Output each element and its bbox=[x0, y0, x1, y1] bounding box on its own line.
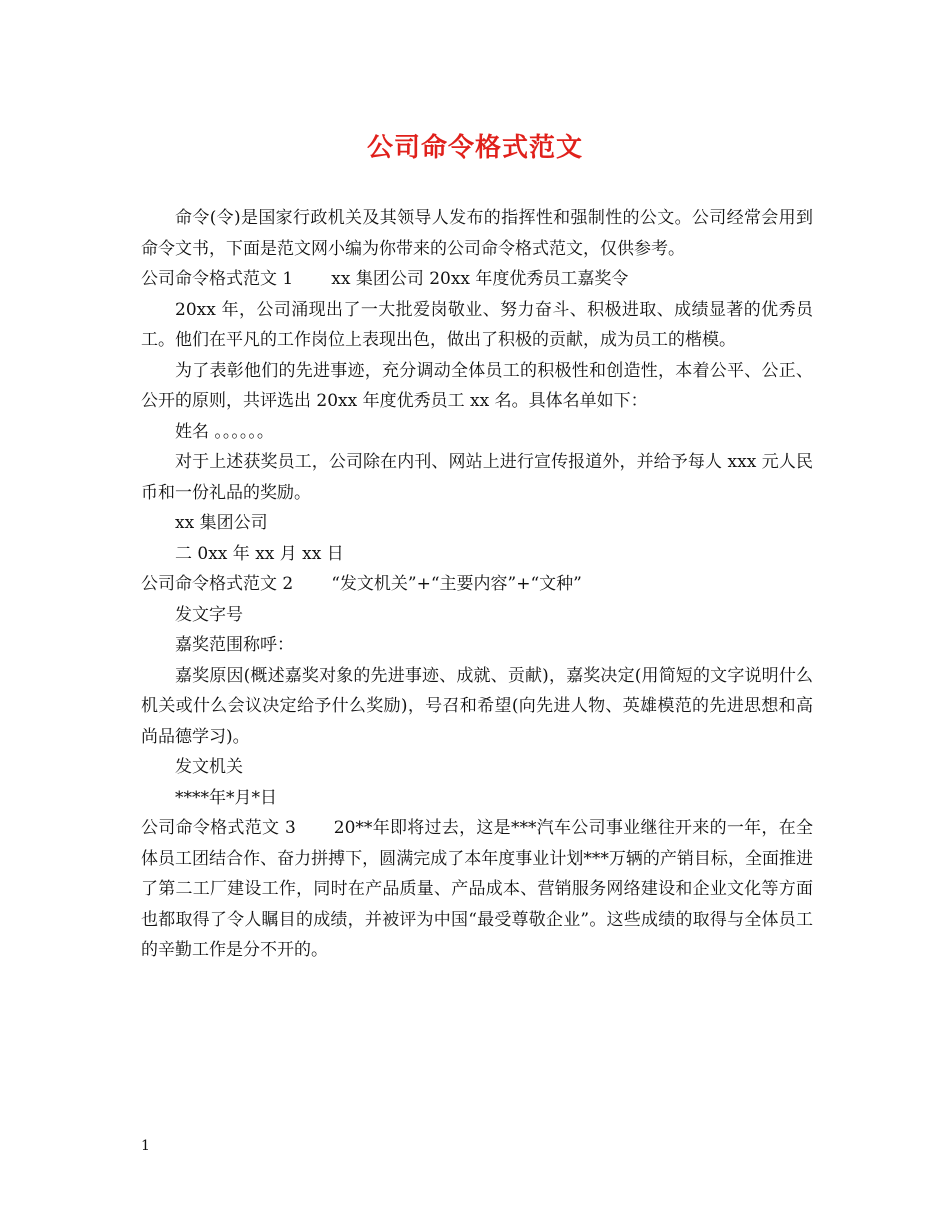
page-number: 1 bbox=[141, 1138, 150, 1154]
sample1-paragraph-1: 20xx 年，公司涌现出了一大批爱岗敬业、努力奋斗、积极进取、成绩显著的优秀员工。他们在平凡的工作岗位上表现出色，做出了积极的贡献，成为员工的楷模。 bbox=[141, 299, 813, 350]
intro-paragraph: 命令(令)是国家行政机关及其领导人发布的指挥性和强制性的公文。公司经常会用到命令文书，下面是范文网小编为你带来的公司命令格式范文，仅供参考。 bbox=[141, 208, 813, 259]
sample1-heading: xx 集团公司 20xx 年度优秀员工嘉奖令 bbox=[331, 269, 629, 289]
sample3-text: 20**年即将过去，这是***汽车公司事业继往开来的一年，在全体员工团结合作、奋力拼搏下，圆满完成了本年度事业计划***万辆的产销目标，全面推进了第二工厂建设工作，同时在产品质量、产品成本、营销服务网络建设和企业文化等方面也都取得了令人瞩目的成绩，并被评为中国“最受尊敬企业”。这些成绩的取得与全体员工的辛勤工作是分不开的。 bbox=[141, 818, 813, 960]
sample2-signature: 发文机关 bbox=[175, 757, 243, 777]
sample1-label: 公司命令格式范文 1 bbox=[141, 269, 294, 289]
sample2-date: ****年*月*日 bbox=[175, 787, 277, 808]
sample2-paragraph: 嘉奖原因(概述嘉奖对象的先进事迹、成就、贡献)，嘉奖决定(用简短的文字说明什么机关或什么会议决定给予什么奖励)，号召和希望(向先进人物、英雄模范的先进思想和高尚品德学习)。 bbox=[141, 665, 813, 747]
sample2-heading-row bbox=[141, 569, 813, 600]
sample2-heading: “发文机关”+“主要内容”+“文种” bbox=[331, 574, 582, 594]
sample2-line-2: 嘉奖范围称呼： bbox=[175, 635, 294, 655]
sample2-line-1: 发文字号 bbox=[175, 604, 243, 625]
document-body bbox=[141, 203, 813, 966]
sample1-names: 姓名 。。。。。。 bbox=[175, 421, 274, 442]
sample1-paragraph-2: 为了表彰他们的先进事迹，充分调动全体员工的积极性和创造性，本着公平、公正、公开的原则，共评选出 20xx 年度优秀员工 xx 名。具体名单如下： bbox=[141, 360, 813, 411]
sample3-paragraph bbox=[141, 813, 813, 966]
sample1-date: 二 0xx 年 xx 月 xx 日 bbox=[175, 543, 344, 564]
sample1-heading-row bbox=[141, 264, 813, 295]
sample1-paragraph-3: 对于上述获奖员工，公司除在内刊、网站上进行宣传报道外，并给予每人 xxx 元人民币和一份礼品的奖励。 bbox=[141, 452, 813, 503]
sample3-label: 公司命令格式范文 3 bbox=[141, 818, 296, 838]
sample2-label: 公司命令格式范文 2 bbox=[141, 574, 294, 594]
document-title: 公司命令格式范文 bbox=[366, 133, 583, 163]
sample1-signature: xx 集团公司 bbox=[175, 513, 268, 533]
